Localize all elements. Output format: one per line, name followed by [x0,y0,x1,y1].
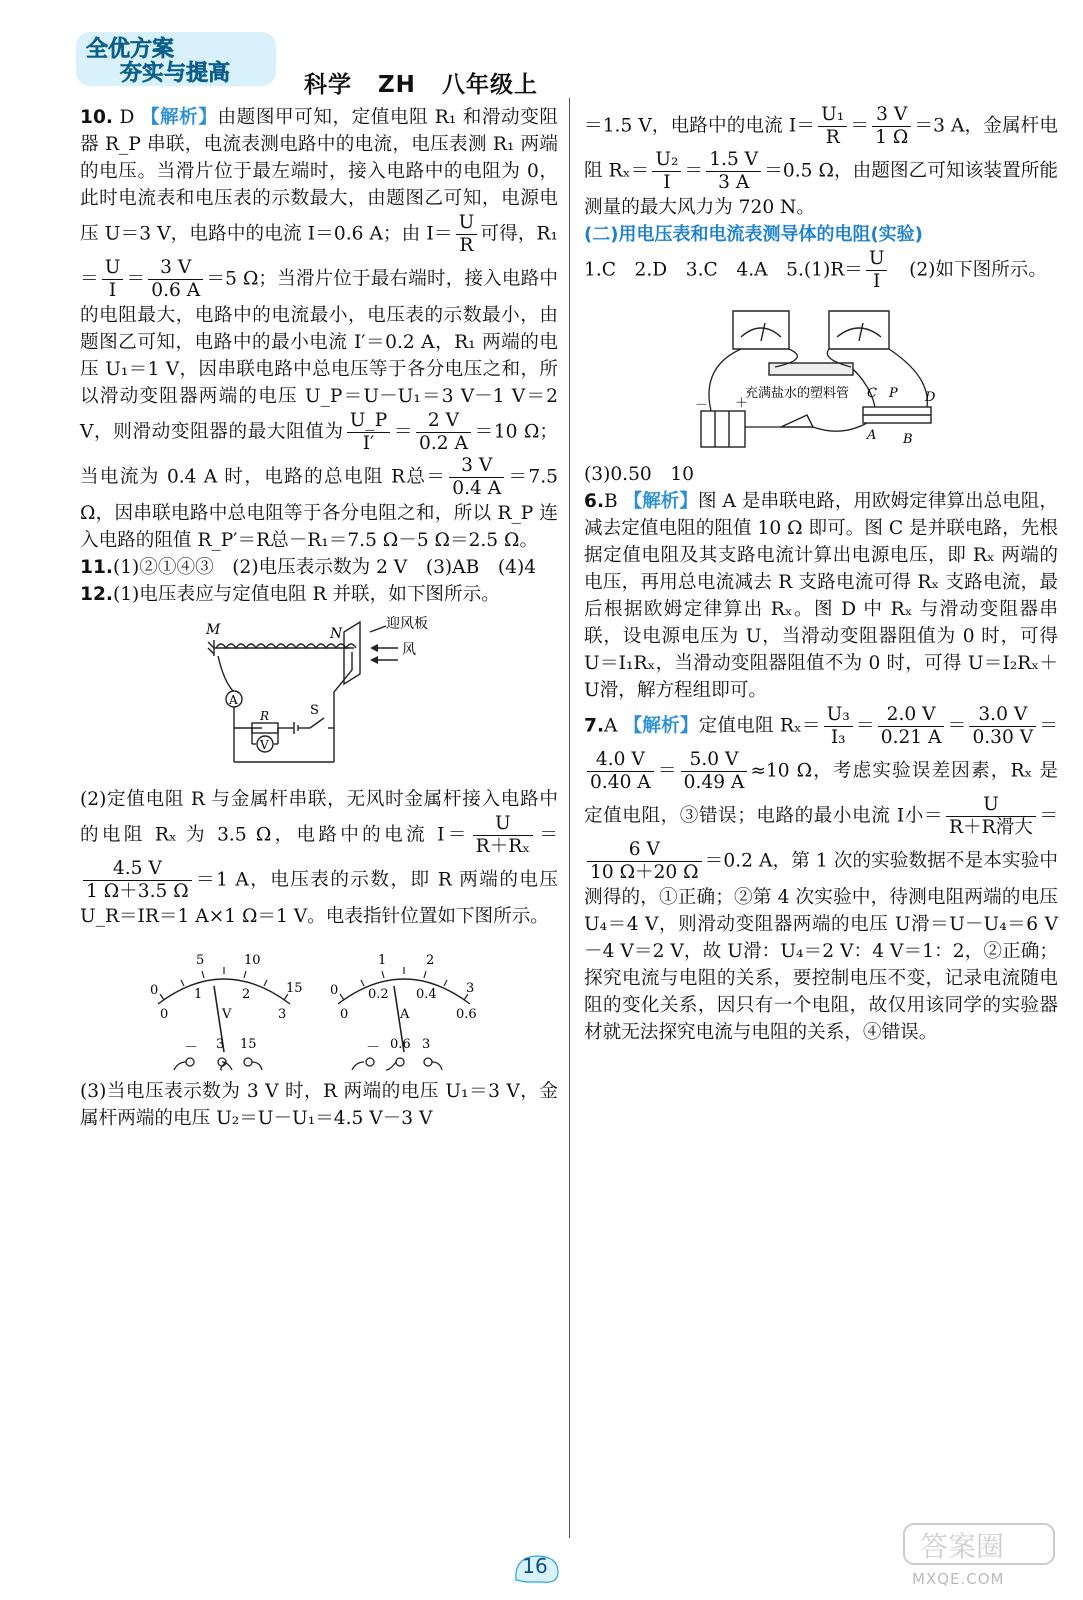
label-p: P [889,386,898,401]
page-number: 16 [522,1554,548,1578]
q12-answer-3 [80,1078,558,1132]
label-c: C [867,386,877,401]
fraction-numerator: 2.0 V [878,704,945,727]
voltmeter-symbol: V [260,738,269,752]
fraction-denominator: I′ [362,433,375,454]
q10-analysis-tag: 【解析】 [140,107,218,128]
fraction-numerator: 4.0 V [587,749,654,772]
q10-fraction-5 [416,410,471,455]
meter-dials-figure [144,934,494,1074]
q6-analysis-tag: 【解析】 [623,491,698,512]
r-fraction-2 [872,104,911,149]
fraction-denominator: 1 Ω [875,127,909,148]
header-grade: 八年级上 [441,72,538,98]
r-fraction-1 [818,104,847,149]
fraction-denominator: R＋Rₓ [475,836,531,857]
q7-fraction-4 [587,749,654,794]
battery-plus: ＋ [735,396,749,411]
q12-answer-2 [80,786,558,930]
q10-fraction-3 [148,257,203,302]
fraction-numerator: U [473,813,533,836]
q11-number: 11. [80,557,113,578]
v-top-zero: 0 [150,983,159,998]
fraction-numerator: 2 V [416,410,471,433]
fraction-numerator: U₁ [818,104,847,127]
r-text-1: ＝1.5 V，电路中的电流 I＝ [584,115,816,137]
a-top-3: 3 [466,981,475,996]
v-top-15: 15 [286,981,303,996]
right-column [584,104,1058,1046]
resistor-label: R [260,709,270,723]
q12-text-4: ＝1 A，电压表的示数，即 R 两端的电压 U_R＝IR＝1 A×1 Ω＝1 V。电表指针位置如下图所示。 [80,869,558,927]
q10-text-5: ＝ [393,421,414,443]
switch-label: S [310,703,319,718]
fraction-denominator: R [825,127,840,148]
v-bottom-1: 1 [194,987,203,1002]
v-top-10: 10 [244,953,261,968]
fraction-denominator: R [459,235,474,256]
label-m: M [206,622,221,638]
salt-water-circuit-diagram [691,297,951,457]
header-edition: ZH [378,72,416,98]
fraction-denominator: 0.49 A [683,772,745,793]
q6-choice: B [604,491,618,512]
fraction-denominator: I [108,280,117,301]
r-text-4: ＝ [684,160,704,182]
q12-text-2: (2)定值电阻 R 与金属杆串联，无风时金属杆接入电路中的电阻 Rₓ 为 3.5 Ω，电路中的电流 I＝ [80,789,558,846]
fraction-numerator: 4.5 V [83,858,192,881]
a-term-3: 3 [422,1037,431,1052]
a-bottom-0-4: 0.4 [416,987,437,1002]
a-bottom-0-6: 0.6 [456,1007,477,1022]
label-a: A [867,428,877,443]
q7-fraction-3 [969,704,1036,749]
q10-fraction-4 [347,410,390,455]
q10-fraction-6 [449,455,504,500]
q6-answer [584,488,1058,704]
label-wind: 风 [402,642,416,658]
fraction-numerator: U_P [347,410,390,433]
r-text-5: ＝0.5 Ω，由题图乙可知该装置所能测量的最大风力为 720 N。 [584,160,1058,218]
q7-analysis-tag: 【解析】 [623,715,699,737]
q7-number: 7. [584,715,605,737]
v-top-5: 5 [196,953,205,968]
fraction-numerator: U [946,794,1036,817]
ammeter-symbol: A [229,693,238,707]
q7-fraction-6 [946,794,1036,839]
q11-answer [80,554,558,581]
v-unit: V [222,1007,232,1022]
q10-text-4: ＝5 Ω；当滑片位于最右端时，接入电路中的电阻最大，电路中的电流最小，电压表的示数最小，由题图乙可知，电路中的最小电流 I′＝0.2 A，R₁ 两端的电压 U₁＝1 V，因串联电路中总电压等于各分电压之和，所以滑动变阻器两端的电压 U_P＝U－U₁＝3 V－1 V＝2 V，则滑动变阻器的最大阻值为 [80,268,558,443]
label-wind-board: 迎风板 [386,616,428,632]
q6-number: 6. [584,491,605,512]
battery-minus: － [695,398,709,413]
r-fraction-3 [652,149,681,194]
voltmeter-dial [150,953,303,1070]
column-divider [569,98,570,1538]
q10-fraction-2 [102,257,124,302]
q11-text: (1)②①④③ (2)电压表示数为 2 V (3)AB (4)4 [112,557,537,578]
q7-choice: A [604,715,618,737]
answers-text: 1.C 2.D 3.C 4.A 5.(1)R＝ [584,259,863,281]
v-term-3: 3 [216,1037,225,1052]
watermark-url: MXQE.COM [912,1570,1005,1588]
fraction-numerator: U [456,212,478,235]
q12-text-5: (3)当电压表示数为 3 V 时，R 两端的电压 U₁＝3 V，金属杆两端的电压 U₂＝U－U₁＝4.5 V－3 V [80,1081,558,1129]
ohm-law-fraction [866,248,888,293]
brand-logo [74,28,280,90]
fraction-denominator: 0.4 A [452,478,502,499]
fraction-denominator: 0.21 A [880,727,942,748]
tube-label: 充满盐水的塑料管 [745,386,850,401]
fraction-denominator: I [872,271,881,292]
fraction-numerator: 3 V [148,257,203,280]
q12-fraction-2 [83,858,192,903]
v-term-minus: － [184,1040,198,1056]
q10-fraction-1 [456,212,478,257]
a-unit: A [400,1007,410,1022]
fraction-numerator: 3.0 V [969,704,1036,727]
header-subject: 科学 [304,72,352,98]
header-title [304,66,564,99]
a-top-1: 1 [378,953,387,968]
label-n: N [330,626,343,642]
q7-text-1: 定值电阻 Rₓ＝ [698,715,821,737]
wind-circuit-diagram [194,612,444,782]
fraction-denominator: 0.2 A [419,433,468,454]
fraction-numerator: 5.0 V [681,749,748,772]
fraction-numerator: U₃ [824,704,853,727]
a-top-zero: 0 [330,983,339,998]
fraction-denominator: 0.6 A [151,280,201,301]
q7-fraction-7 [587,839,702,884]
section-heading: (二)用电压表和电流表测导体的电阻(实验) [584,224,923,245]
v-bottom-2: 2 [242,987,251,1002]
q12-continued [584,104,1058,221]
logo-line2: 夯实与提高 [120,61,231,86]
q12-text-3: ＝ [536,824,558,846]
fraction-denominator: 0.30 V [972,727,1034,748]
r-text-2: ＝ [850,115,870,137]
q10-number: 10. [80,107,113,128]
a-top-2: 2 [426,953,435,968]
q10-text-1: 由题图甲可知，定值电阻 R₁ 和滑动变阻器 R_P 串联，电流表测电路中的电流，电压表测 R₁ 两端的电压。当滑片位于最左端时，接入电路中的电阻为 0，此时电流表和电压表的示数最大，由题图乙可知，电源电压 U＝3 V，电路中的电流 I＝0.6 A；由 I＝ [80,107,558,245]
q7-fraction-1 [824,704,853,749]
q7-fraction-5 [681,749,748,794]
v-term-15: 15 [240,1037,257,1052]
q12-number: 12. [80,584,113,605]
a-term-0-6: 0.6 [390,1037,411,1052]
q12-fraction-1 [473,813,533,858]
q12-answer-1 [80,581,558,608]
equals: ＝ [1039,715,1058,737]
q7-text-3: ＝0.2 A，第 1 次的实验数据不是本实验中测得的，①正确；②第 4 次实验中，待测电阻两端的电压 U₄＝4 V，则滑动变阻器两端的电压 U滑＝U－U₄＝6 V－4 V＝2 V，故 U滑：U₄＝2 V：4 V＝1：2，②正确；探究电流与电阻的关系，要控制电压不变，记录电流随电阻的变化关系，因只有一个电阻，故仅用该同学的实验器材就无法探究电流与电阻的关系，④错误。 [584,850,1058,1043]
equals: ＝ [1038,805,1058,827]
answers-1-5 [584,248,1058,293]
fraction-denominator: I₃ [830,727,846,748]
label-b: B [903,432,913,447]
v-bottom-0: 0 [160,1007,169,1022]
equals: ＝ [855,715,875,737]
fraction-numerator: 1.5 V [706,149,761,172]
logo-line1: 全优方案 [86,37,175,62]
ammeter-dial [330,953,477,1070]
q10-text-6: ＝10 Ω；当电流为 0.4 A 时，电路的总电阻 R总＝ [80,421,558,488]
fraction-denominator: 1 Ω＋3.5 Ω [86,881,189,902]
fraction-numerator: 3 V [872,104,911,127]
answers-text-2: (2)如下图所示。 [890,259,1047,281]
a-term-minus: － [366,1040,380,1056]
fraction-denominator: 0.40 A [590,772,651,793]
fraction-denominator: I [663,172,671,193]
q10-text-7: ＝7.5 Ω，因串联电路中总电阻等于各分电阻之和，所以 R_P 连入电路的阻值 R_P′＝R总－R₁＝7.5 Ω－5 Ω＝2.5 Ω。 [80,466,558,551]
v-bottom-3: 3 [278,1007,287,1022]
label-d: D [925,390,936,405]
q12-text-1: (1)电压表应与定值电阻 R 并联，如下图所示。 [112,584,500,605]
fraction-numerator: U₂ [652,149,681,172]
fraction-denominator: 10 Ω＋20 Ω [590,862,699,883]
fraction-denominator: 3 A [718,172,750,193]
fraction-numerator: 3 V [449,455,504,478]
q7-answer [584,704,1058,1046]
q7-fraction-2 [878,704,945,749]
equals: ＝ [656,760,678,782]
q10-text-2: 可得，R₁＝ [80,223,558,290]
q10-text-3: ＝ [126,268,146,290]
watermark-brand: 答案圈 [920,1530,1005,1563]
answer-5-3: (3)0.50 10 [584,464,694,485]
fraction-numerator: 6 V [587,839,702,862]
fraction-denominator: R＋R滑大 [949,817,1033,838]
left-column [80,104,558,1132]
r-fraction-4 [706,149,761,194]
q10-answer [80,104,558,554]
a-bottom-0: 0 [340,1007,349,1022]
q7-text-2: ≈10 Ω，考虑实验误差因素，Rₓ 是定值电阻，③错误；电路的最小电流 I小＝ [584,760,1058,827]
a-bottom-0-2: 0.2 [368,987,389,1002]
fraction-numerator: U [866,248,888,271]
q6-text: 图 A 是串联电路，用欧姆定律算出总电阻，减去定值电阻的阻值 10 Ω 即可。图 C 是并联电路，先根据定值电阻及其支路电流计算出电源电压，即 Rₓ 两端的电压，再用总电流减去 R 支路电流可得 Rₓ 支路电流，最后根据欧姆定律算出 Rₓ。图 D 中 Rₓ 与滑动变阻器串联，设电源电压为 U，当滑动变阻器阻值为 0 时，可得 U＝I₁Rₓ，当滑动变阻器阻值不为 0 时，可得 U＝I₂Rₓ＋U滑，解方程组即可。 [584,491,1058,701]
r-text-3: ＝3 A，金属杆电阻 Rₓ＝ [584,115,1058,182]
equals: ＝ [947,715,967,737]
q10-choice: D [119,107,135,128]
fraction-numerator: U [102,257,124,280]
